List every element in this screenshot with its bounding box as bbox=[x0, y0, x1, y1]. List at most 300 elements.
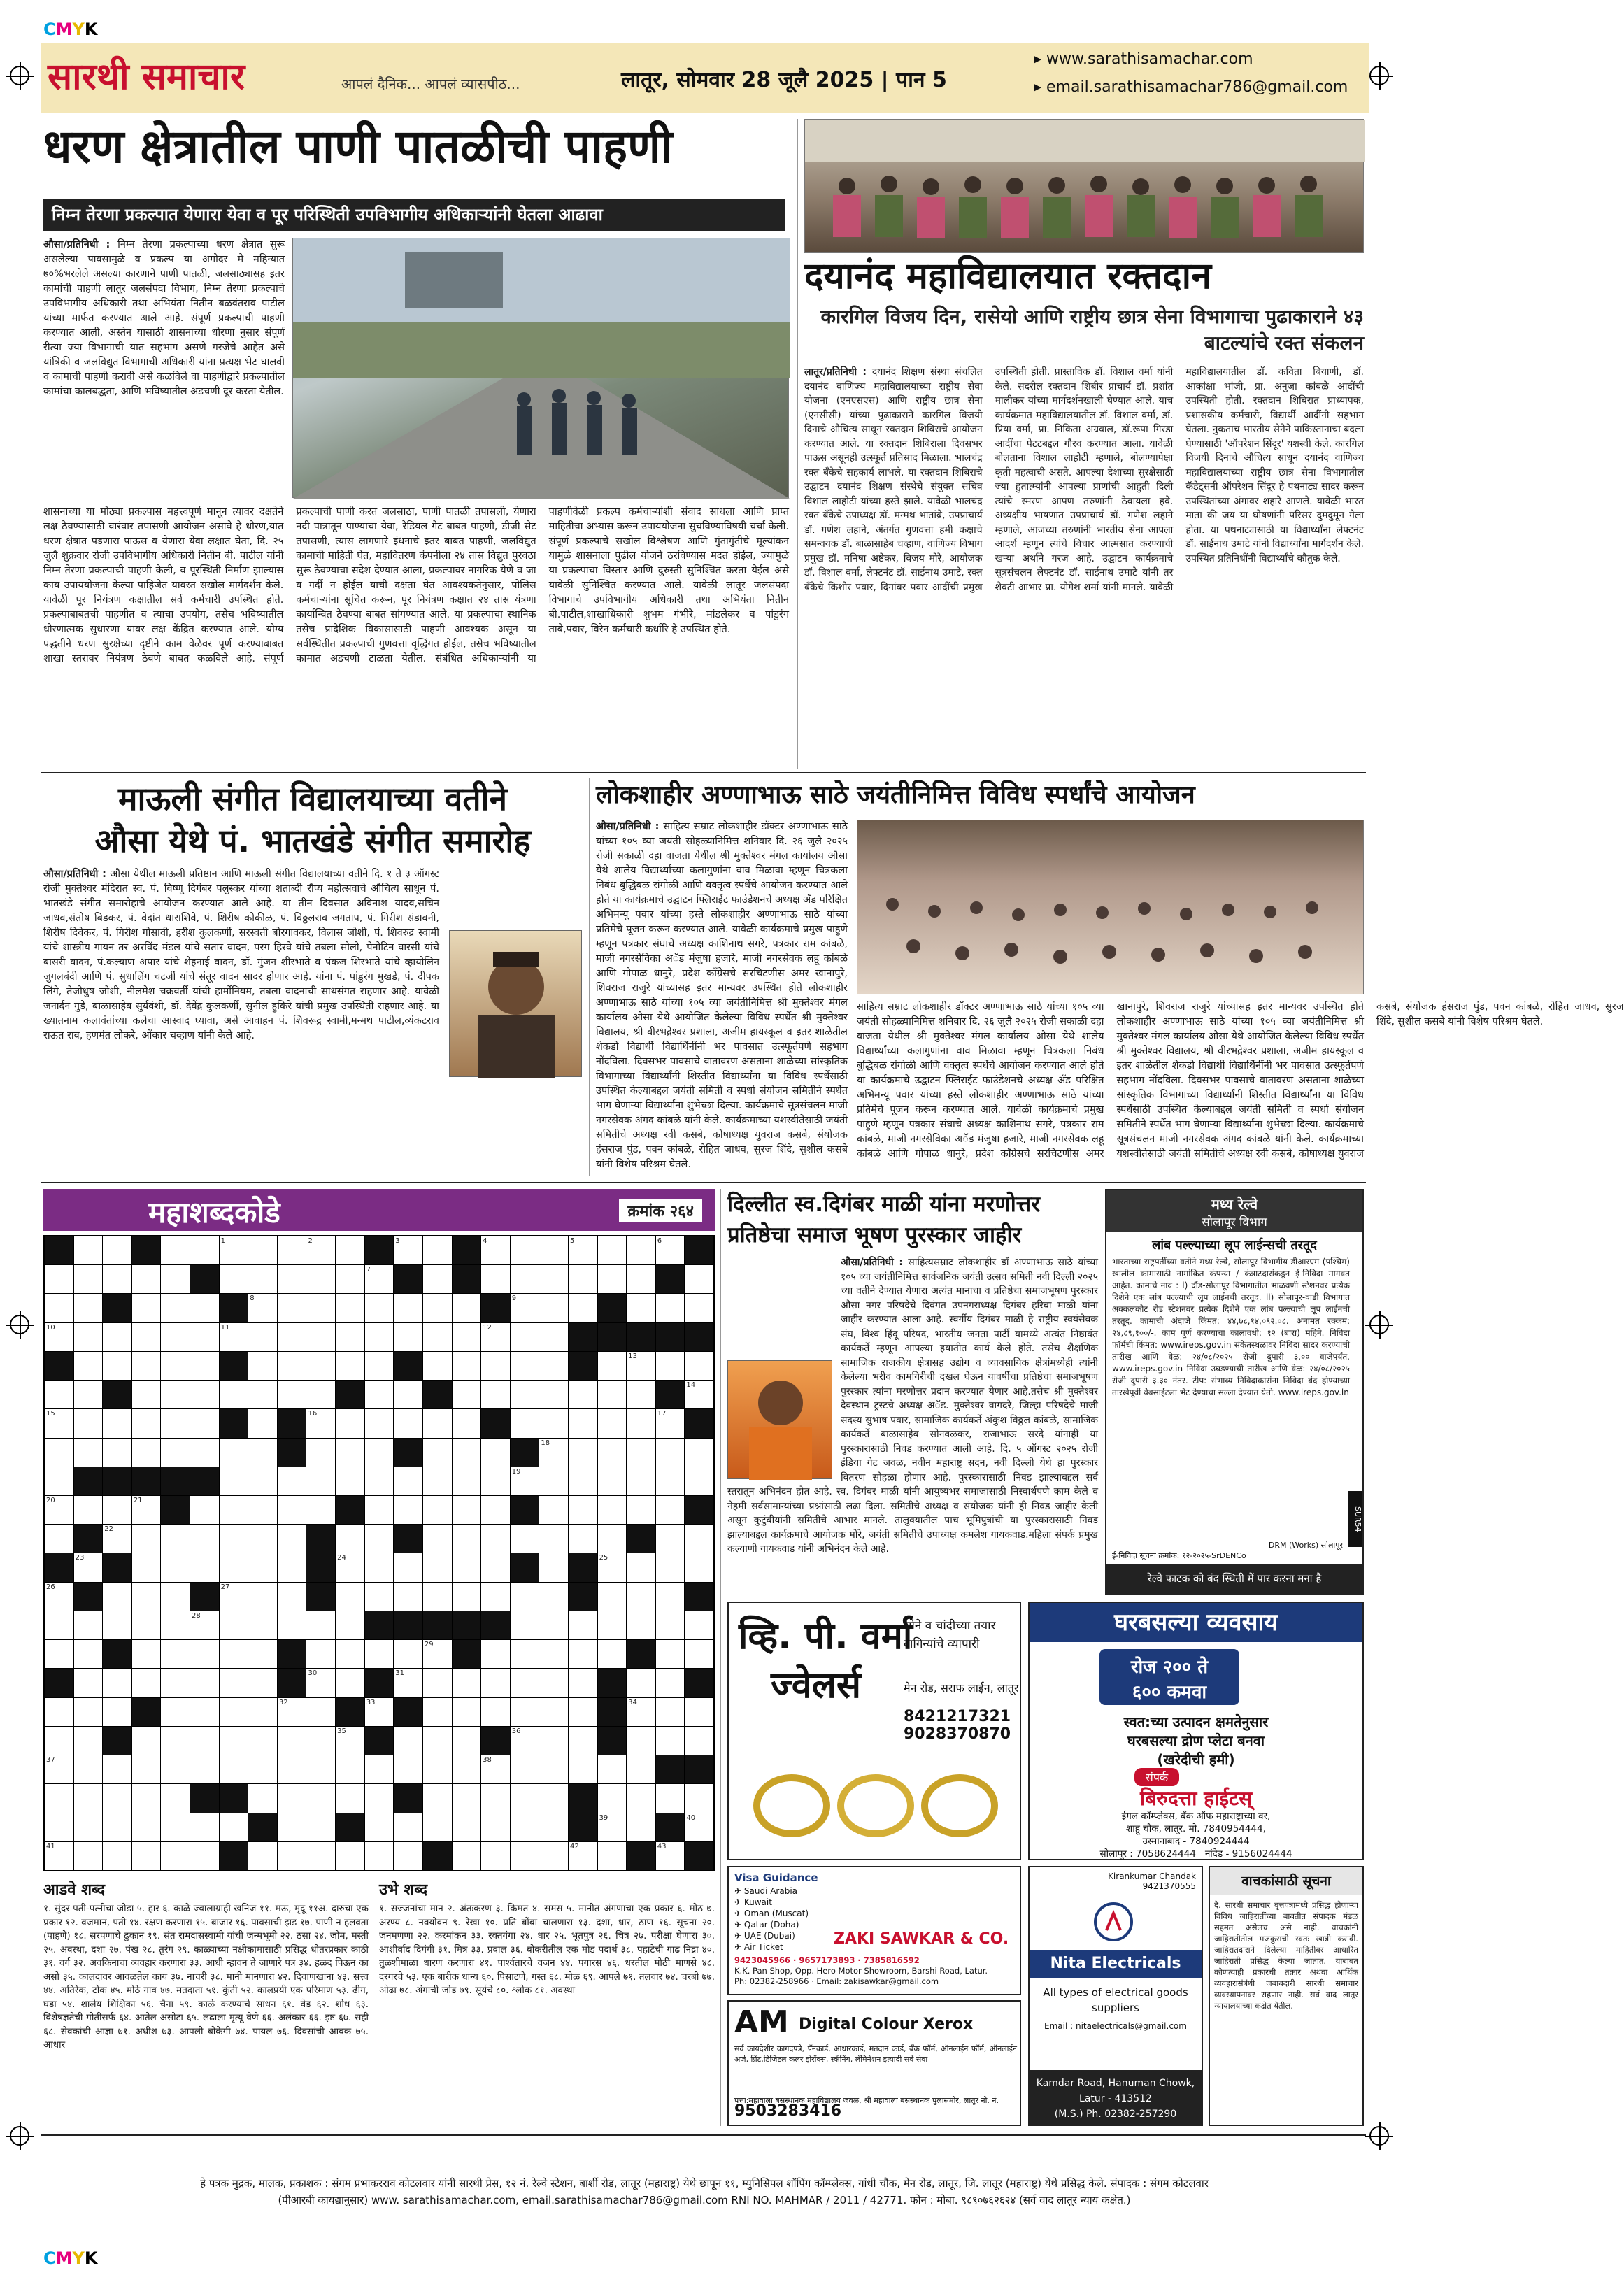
crossword-cell[interactable] bbox=[45, 1467, 73, 1495]
crossword-cell[interactable] bbox=[569, 1842, 597, 1870]
crossword-cell[interactable] bbox=[45, 1755, 73, 1783]
crossword-cell[interactable] bbox=[598, 1439, 627, 1467]
crossword-cell[interactable] bbox=[598, 1236, 627, 1264]
crossword-cell[interactable] bbox=[190, 1553, 219, 1581]
crossword-cell[interactable] bbox=[336, 1352, 364, 1380]
crossword-cell[interactable] bbox=[336, 1236, 364, 1264]
crossword-cell[interactable] bbox=[423, 1265, 452, 1293]
crossword-cell[interactable] bbox=[278, 1583, 306, 1611]
crossword-cell[interactable] bbox=[220, 1381, 248, 1408]
crossword-cell[interactable] bbox=[481, 1842, 510, 1870]
crossword-cell[interactable] bbox=[336, 1525, 364, 1553]
crossword-cell[interactable] bbox=[511, 1698, 539, 1726]
crossword-cell[interactable] bbox=[598, 1496, 627, 1524]
crossword-cell[interactable] bbox=[74, 1727, 103, 1755]
crossword-cell[interactable] bbox=[539, 1640, 568, 1668]
crossword-cell[interactable] bbox=[423, 1496, 452, 1524]
crossword-cell[interactable] bbox=[481, 1784, 510, 1812]
crossword-cell[interactable] bbox=[306, 1352, 335, 1380]
crossword-cell[interactable] bbox=[365, 1784, 394, 1812]
crossword-cell[interactable] bbox=[685, 1611, 713, 1639]
crossword-cell[interactable] bbox=[336, 1727, 364, 1755]
crossword-cell[interactable] bbox=[161, 1611, 190, 1639]
crossword-cell[interactable] bbox=[511, 1813, 539, 1841]
crossword-cell[interactable] bbox=[598, 1813, 627, 1841]
crossword-cell[interactable] bbox=[132, 1640, 161, 1668]
crossword-cell[interactable] bbox=[511, 1640, 539, 1668]
crossword-cell[interactable] bbox=[569, 1294, 597, 1322]
crossword-cell[interactable] bbox=[336, 1784, 364, 1812]
crossword-cell[interactable] bbox=[74, 1265, 103, 1293]
crossword-cell[interactable] bbox=[248, 1323, 277, 1351]
crossword-cell[interactable] bbox=[453, 1525, 481, 1553]
crossword-cell[interactable] bbox=[132, 1439, 161, 1467]
crossword-cell[interactable] bbox=[306, 1381, 335, 1408]
crossword-cell[interactable] bbox=[423, 1669, 452, 1697]
crossword-cell[interactable] bbox=[598, 1640, 627, 1668]
crossword-cell[interactable] bbox=[423, 1236, 452, 1264]
crossword-cell[interactable] bbox=[306, 1784, 335, 1812]
crossword-cell[interactable] bbox=[132, 1496, 161, 1524]
crossword-cell[interactable] bbox=[336, 1611, 364, 1639]
crossword-cell[interactable] bbox=[74, 1496, 103, 1524]
crossword-cell[interactable] bbox=[45, 1611, 73, 1639]
crossword-cell[interactable] bbox=[598, 1755, 627, 1783]
crossword-cell[interactable] bbox=[511, 1294, 539, 1322]
crossword-cell[interactable] bbox=[511, 1409, 539, 1437]
crossword-cell[interactable] bbox=[598, 1583, 627, 1611]
crossword-cell[interactable] bbox=[365, 1583, 394, 1611]
crossword-cell[interactable] bbox=[278, 1323, 306, 1351]
crossword-cell[interactable] bbox=[365, 1698, 394, 1726]
crossword-cell[interactable] bbox=[598, 1525, 627, 1553]
crossword-cell[interactable] bbox=[103, 1755, 131, 1783]
crossword-cell[interactable] bbox=[539, 1553, 568, 1581]
crossword-cell[interactable] bbox=[336, 1467, 364, 1495]
crossword-cell[interactable] bbox=[394, 1381, 422, 1408]
crossword-cell[interactable] bbox=[394, 1727, 422, 1755]
crossword-cell[interactable] bbox=[45, 1525, 73, 1553]
crossword-cell[interactable] bbox=[598, 1611, 627, 1639]
crossword-cell[interactable] bbox=[248, 1467, 277, 1495]
crossword-cell[interactable] bbox=[453, 1669, 481, 1697]
crossword-cell[interactable] bbox=[132, 1583, 161, 1611]
crossword-cell[interactable] bbox=[423, 1553, 452, 1581]
crossword-cell[interactable] bbox=[248, 1381, 277, 1408]
crossword-cell[interactable] bbox=[336, 1669, 364, 1697]
crossword-cell[interactable] bbox=[336, 1583, 364, 1611]
crossword-cell[interactable] bbox=[598, 1467, 627, 1495]
crossword-cell[interactable] bbox=[423, 1439, 452, 1467]
crossword-cell[interactable] bbox=[45, 1813, 73, 1841]
crossword-cell[interactable] bbox=[481, 1525, 510, 1553]
crossword-cell[interactable] bbox=[190, 1236, 219, 1264]
crossword-cell[interactable] bbox=[598, 1409, 627, 1437]
crossword-cell[interactable] bbox=[656, 1525, 685, 1553]
crossword-cell[interactable] bbox=[306, 1813, 335, 1841]
crossword-cell[interactable] bbox=[336, 1439, 364, 1467]
crossword-cell[interactable] bbox=[453, 1698, 481, 1726]
crossword-cell[interactable] bbox=[365, 1352, 394, 1380]
crossword-cell[interactable] bbox=[423, 1294, 452, 1322]
crossword-cell[interactable] bbox=[74, 1381, 103, 1408]
crossword-cell[interactable] bbox=[190, 1439, 219, 1467]
crossword-cell[interactable] bbox=[74, 1236, 103, 1264]
crossword-cell[interactable] bbox=[569, 1755, 597, 1783]
crossword-cell[interactable] bbox=[103, 1525, 131, 1553]
crossword-cell[interactable] bbox=[394, 1467, 422, 1495]
crossword-cell[interactable] bbox=[569, 1409, 597, 1437]
crossword-cell[interactable] bbox=[248, 1583, 277, 1611]
crossword-cell[interactable] bbox=[103, 1813, 131, 1841]
crossword-cell[interactable] bbox=[656, 1583, 685, 1611]
crossword-cell[interactable] bbox=[511, 1583, 539, 1611]
crossword-cell[interactable] bbox=[423, 1352, 452, 1380]
crossword-cell[interactable] bbox=[423, 1698, 452, 1726]
crossword-cell[interactable] bbox=[656, 1352, 685, 1380]
crossword-cell[interactable] bbox=[365, 1496, 394, 1524]
crossword-cell[interactable] bbox=[423, 1640, 452, 1668]
crossword-cell[interactable] bbox=[394, 1294, 422, 1322]
crossword-cell[interactable] bbox=[481, 1553, 510, 1581]
crossword-cell[interactable] bbox=[423, 1525, 452, 1553]
crossword-cell[interactable] bbox=[74, 1294, 103, 1322]
crossword-cell[interactable] bbox=[394, 1409, 422, 1437]
crossword-cell[interactable] bbox=[132, 1784, 161, 1812]
crossword-cell[interactable] bbox=[569, 1467, 597, 1495]
crossword-cell[interactable] bbox=[74, 1352, 103, 1380]
crossword-cell[interactable] bbox=[278, 1611, 306, 1639]
crossword-cell[interactable] bbox=[74, 1755, 103, 1783]
crossword-cell[interactable] bbox=[278, 1467, 306, 1495]
crossword-cell[interactable] bbox=[132, 1813, 161, 1841]
crossword-cell[interactable] bbox=[132, 1352, 161, 1380]
crossword-cell[interactable] bbox=[511, 1669, 539, 1697]
crossword-cell[interactable] bbox=[685, 1698, 713, 1726]
crossword-cell[interactable] bbox=[453, 1784, 481, 1812]
crossword-cell[interactable] bbox=[511, 1467, 539, 1495]
crossword-cell[interactable] bbox=[656, 1784, 685, 1812]
crossword-cell[interactable] bbox=[656, 1727, 685, 1755]
crossword-cell[interactable] bbox=[132, 1381, 161, 1408]
crossword-cell[interactable] bbox=[453, 1727, 481, 1755]
crossword-cell[interactable] bbox=[103, 1611, 131, 1639]
crossword-cell[interactable] bbox=[161, 1669, 190, 1697]
crossword-cell[interactable] bbox=[161, 1409, 190, 1437]
crossword-cell[interactable] bbox=[539, 1813, 568, 1841]
crossword-cell[interactable] bbox=[365, 1381, 394, 1408]
crossword-cell[interactable] bbox=[103, 1323, 131, 1351]
crossword-cell[interactable] bbox=[220, 1640, 248, 1668]
crossword-cell[interactable] bbox=[453, 1496, 481, 1524]
crossword-cell[interactable] bbox=[511, 1842, 539, 1870]
crossword-cell[interactable] bbox=[685, 1352, 713, 1380]
crossword-cell[interactable] bbox=[453, 1467, 481, 1495]
crossword-cell[interactable] bbox=[248, 1698, 277, 1726]
crossword-cell[interactable] bbox=[161, 1583, 190, 1611]
crossword-cell[interactable] bbox=[161, 1755, 190, 1783]
crossword-cell[interactable] bbox=[248, 1265, 277, 1293]
crossword-cell[interactable] bbox=[74, 1698, 103, 1726]
crossword-cell[interactable] bbox=[627, 1727, 655, 1755]
crossword-cell[interactable] bbox=[453, 1381, 481, 1408]
crossword-cell[interactable] bbox=[248, 1352, 277, 1380]
crossword-cell[interactable] bbox=[539, 1323, 568, 1351]
crossword-cell[interactable] bbox=[539, 1525, 568, 1553]
crossword-cell[interactable] bbox=[394, 1236, 422, 1264]
crossword-cell[interactable] bbox=[511, 1381, 539, 1408]
crossword-cell[interactable] bbox=[656, 1611, 685, 1639]
crossword-cell[interactable] bbox=[45, 1698, 73, 1726]
crossword-cell[interactable] bbox=[161, 1784, 190, 1812]
crossword-cell[interactable] bbox=[685, 1381, 713, 1408]
crossword-cell[interactable] bbox=[248, 1496, 277, 1524]
crossword-cell[interactable] bbox=[365, 1525, 394, 1553]
crossword-cell[interactable] bbox=[656, 1467, 685, 1495]
crossword-cell[interactable] bbox=[161, 1439, 190, 1467]
crossword-cell[interactable] bbox=[627, 1553, 655, 1581]
crossword-cell[interactable] bbox=[656, 1640, 685, 1668]
crossword-cell[interactable] bbox=[45, 1640, 73, 1668]
crossword-cell[interactable] bbox=[569, 1265, 597, 1293]
crossword-cell[interactable] bbox=[306, 1439, 335, 1467]
crossword-cell[interactable] bbox=[336, 1842, 364, 1870]
crossword-cell[interactable] bbox=[45, 1381, 73, 1408]
crossword-cell[interactable] bbox=[511, 1265, 539, 1293]
crossword-cell[interactable] bbox=[336, 1640, 364, 1668]
crossword-cell[interactable] bbox=[598, 1352, 627, 1380]
crossword-cell[interactable] bbox=[74, 1439, 103, 1467]
crossword-cell[interactable] bbox=[306, 1236, 335, 1264]
crossword-cell[interactable] bbox=[103, 1439, 131, 1467]
crossword-cell[interactable] bbox=[220, 1553, 248, 1581]
crossword-cell[interactable] bbox=[569, 1640, 597, 1668]
crossword-cell[interactable] bbox=[161, 1352, 190, 1380]
crossword-cell[interactable] bbox=[190, 1669, 219, 1697]
crossword-cell[interactable] bbox=[306, 1842, 335, 1870]
crossword-cell[interactable] bbox=[248, 1439, 277, 1467]
crossword-cell[interactable] bbox=[45, 1265, 73, 1293]
crossword-cell[interactable] bbox=[569, 1669, 597, 1697]
crossword-cell[interactable] bbox=[656, 1698, 685, 1726]
crossword-cell[interactable] bbox=[306, 1698, 335, 1726]
crossword-cell[interactable] bbox=[248, 1727, 277, 1755]
crossword-cell[interactable] bbox=[161, 1265, 190, 1293]
crossword-cell[interactable] bbox=[656, 1409, 685, 1437]
crossword-cell[interactable] bbox=[627, 1698, 655, 1726]
crossword-cell[interactable] bbox=[627, 1496, 655, 1524]
crossword-cell[interactable] bbox=[539, 1467, 568, 1495]
crossword-cell[interactable] bbox=[656, 1669, 685, 1697]
crossword-cell[interactable] bbox=[627, 1294, 655, 1322]
crossword-cell[interactable] bbox=[627, 1813, 655, 1841]
crossword-cell[interactable] bbox=[278, 1236, 306, 1264]
crossword-cell[interactable] bbox=[45, 1496, 73, 1524]
crossword-cell[interactable] bbox=[481, 1669, 510, 1697]
crossword-cell[interactable] bbox=[161, 1698, 190, 1726]
crossword-cell[interactable] bbox=[627, 1583, 655, 1611]
crossword-cell[interactable] bbox=[278, 1842, 306, 1870]
crossword-cell[interactable] bbox=[220, 1755, 248, 1783]
crossword-cell[interactable] bbox=[248, 1669, 277, 1697]
crossword-cell[interactable] bbox=[627, 1755, 655, 1783]
crossword-cell[interactable] bbox=[539, 1669, 568, 1697]
crossword-cell[interactable] bbox=[132, 1323, 161, 1351]
crossword-cell[interactable] bbox=[365, 1553, 394, 1581]
crossword-cell[interactable] bbox=[394, 1842, 422, 1870]
crossword-cell[interactable] bbox=[336, 1755, 364, 1783]
crossword-cell[interactable] bbox=[278, 1265, 306, 1293]
crossword-cell[interactable] bbox=[74, 1409, 103, 1437]
crossword-cell[interactable] bbox=[248, 1611, 277, 1639]
crossword-cell[interactable] bbox=[161, 1381, 190, 1408]
crossword-cell[interactable] bbox=[190, 1727, 219, 1755]
crossword-cell[interactable] bbox=[336, 1265, 364, 1293]
crossword-cell[interactable] bbox=[190, 1294, 219, 1322]
crossword-cell[interactable] bbox=[481, 1265, 510, 1293]
crossword-cell[interactable] bbox=[481, 1323, 510, 1351]
crossword-cell[interactable] bbox=[278, 1727, 306, 1755]
crossword-cell[interactable] bbox=[481, 1496, 510, 1524]
crossword-cell[interactable] bbox=[453, 1323, 481, 1351]
crossword-cell[interactable] bbox=[511, 1525, 539, 1553]
crossword-cell[interactable] bbox=[190, 1640, 219, 1668]
crossword-grid[interactable] bbox=[43, 1235, 715, 1871]
crossword-cell[interactable] bbox=[569, 1611, 597, 1639]
crossword-cell[interactable] bbox=[161, 1727, 190, 1755]
crossword-cell[interactable] bbox=[103, 1784, 131, 1812]
crossword-cell[interactable] bbox=[306, 1467, 335, 1495]
crossword-cell[interactable] bbox=[220, 1727, 248, 1755]
crossword-cell[interactable] bbox=[248, 1842, 277, 1870]
crossword-cell[interactable] bbox=[627, 1669, 655, 1697]
crossword-cell[interactable] bbox=[481, 1813, 510, 1841]
crossword-cell[interactable] bbox=[336, 1323, 364, 1351]
crossword-cell[interactable] bbox=[190, 1323, 219, 1351]
crossword-cell[interactable] bbox=[132, 1553, 161, 1581]
crossword-cell[interactable] bbox=[45, 1439, 73, 1467]
crossword-cell[interactable] bbox=[453, 1755, 481, 1783]
email[interactable]: ▸ email.sarathisamachar786@gmail.com bbox=[1034, 78, 1348, 96]
crossword-cell[interactable] bbox=[365, 1755, 394, 1783]
crossword-cell[interactable] bbox=[511, 1727, 539, 1755]
crossword-cell[interactable] bbox=[539, 1784, 568, 1812]
crossword-cell[interactable] bbox=[220, 1525, 248, 1553]
crossword-cell[interactable] bbox=[539, 1611, 568, 1639]
crossword-cell[interactable] bbox=[161, 1294, 190, 1322]
crossword-cell[interactable] bbox=[685, 1467, 713, 1495]
crossword-cell[interactable] bbox=[248, 1294, 277, 1322]
crossword-cell[interactable] bbox=[336, 1294, 364, 1322]
crossword-cell[interactable] bbox=[423, 1467, 452, 1495]
crossword-cell[interactable] bbox=[539, 1236, 568, 1264]
crossword-cell[interactable] bbox=[306, 1265, 335, 1293]
crossword-cell[interactable] bbox=[74, 1669, 103, 1697]
crossword-cell[interactable] bbox=[453, 1553, 481, 1581]
crossword-cell[interactable] bbox=[132, 1265, 161, 1293]
crossword-cell[interactable] bbox=[278, 1755, 306, 1783]
crossword-cell[interactable] bbox=[539, 1496, 568, 1524]
crossword-cell[interactable] bbox=[161, 1640, 190, 1668]
crossword-cell[interactable] bbox=[220, 1669, 248, 1697]
crossword-cell[interactable] bbox=[306, 1409, 335, 1437]
crossword-cell[interactable] bbox=[336, 1553, 364, 1581]
crossword-cell[interactable] bbox=[74, 1553, 103, 1581]
crossword-cell[interactable] bbox=[453, 1813, 481, 1841]
crossword-cell[interactable] bbox=[365, 1640, 394, 1668]
crossword-cell[interactable] bbox=[132, 1525, 161, 1553]
crossword-cell[interactable] bbox=[539, 1727, 568, 1755]
crossword-cell[interactable] bbox=[453, 1294, 481, 1322]
crossword-cell[interactable] bbox=[685, 1553, 713, 1581]
crossword-cell[interactable] bbox=[539, 1409, 568, 1437]
crossword-cell[interactable] bbox=[220, 1583, 248, 1611]
crossword-cell[interactable] bbox=[656, 1294, 685, 1322]
crossword-cell[interactable] bbox=[423, 1813, 452, 1841]
crossword-cell[interactable] bbox=[685, 1784, 713, 1812]
crossword-cell[interactable] bbox=[569, 1698, 597, 1726]
crossword-cell[interactable] bbox=[656, 1236, 685, 1264]
crossword-cell[interactable] bbox=[685, 1294, 713, 1322]
crossword-cell[interactable] bbox=[45, 1294, 73, 1322]
crossword-cell[interactable] bbox=[394, 1669, 422, 1697]
crossword-cell[interactable] bbox=[394, 1323, 422, 1351]
crossword-cell[interactable] bbox=[190, 1381, 219, 1408]
crossword-cell[interactable] bbox=[132, 1669, 161, 1697]
crossword-cell[interactable] bbox=[103, 1409, 131, 1437]
crossword-cell[interactable] bbox=[539, 1381, 568, 1408]
crossword-cell[interactable] bbox=[365, 1294, 394, 1322]
crossword-cell[interactable] bbox=[394, 1640, 422, 1668]
crossword-cell[interactable] bbox=[45, 1583, 73, 1611]
crossword-cell[interactable] bbox=[220, 1611, 248, 1639]
crossword-cell[interactable] bbox=[423, 1727, 452, 1755]
crossword-cell[interactable] bbox=[306, 1669, 335, 1697]
crossword-cell[interactable] bbox=[481, 1640, 510, 1668]
crossword-cell[interactable] bbox=[627, 1611, 655, 1639]
crossword-cell[interactable] bbox=[365, 1409, 394, 1437]
crossword-cell[interactable] bbox=[74, 1842, 103, 1870]
crossword-cell[interactable] bbox=[511, 1784, 539, 1812]
crossword-cell[interactable] bbox=[685, 1640, 713, 1668]
crossword-cell[interactable] bbox=[539, 1755, 568, 1783]
crossword-cell[interactable] bbox=[306, 1611, 335, 1639]
crossword-cell[interactable] bbox=[685, 1439, 713, 1467]
crossword-cell[interactable] bbox=[45, 1409, 73, 1437]
crossword-cell[interactable] bbox=[569, 1236, 597, 1264]
crossword-cell[interactable] bbox=[423, 1784, 452, 1812]
crossword-cell[interactable] bbox=[74, 1784, 103, 1812]
crossword-cell[interactable] bbox=[627, 1236, 655, 1264]
crossword-cell[interactable] bbox=[190, 1496, 219, 1524]
crossword-cell[interactable] bbox=[685, 1813, 713, 1841]
crossword-cell[interactable] bbox=[569, 1496, 597, 1524]
crossword-cell[interactable] bbox=[248, 1640, 277, 1668]
crossword-cell[interactable] bbox=[336, 1409, 364, 1437]
crossword-cell[interactable] bbox=[278, 1294, 306, 1322]
crossword-cell[interactable] bbox=[278, 1496, 306, 1524]
crossword-cell[interactable] bbox=[394, 1755, 422, 1783]
crossword-cell[interactable] bbox=[481, 1583, 510, 1611]
crossword-cell[interactable] bbox=[511, 1352, 539, 1380]
crossword-cell[interactable] bbox=[74, 1323, 103, 1351]
crossword-cell[interactable] bbox=[278, 1525, 306, 1553]
crossword-cell[interactable] bbox=[220, 1698, 248, 1726]
crossword-cell[interactable] bbox=[103, 1265, 131, 1293]
crossword-cell[interactable] bbox=[190, 1611, 219, 1639]
crossword-cell[interactable] bbox=[598, 1842, 627, 1870]
crossword-cell[interactable] bbox=[248, 1755, 277, 1783]
